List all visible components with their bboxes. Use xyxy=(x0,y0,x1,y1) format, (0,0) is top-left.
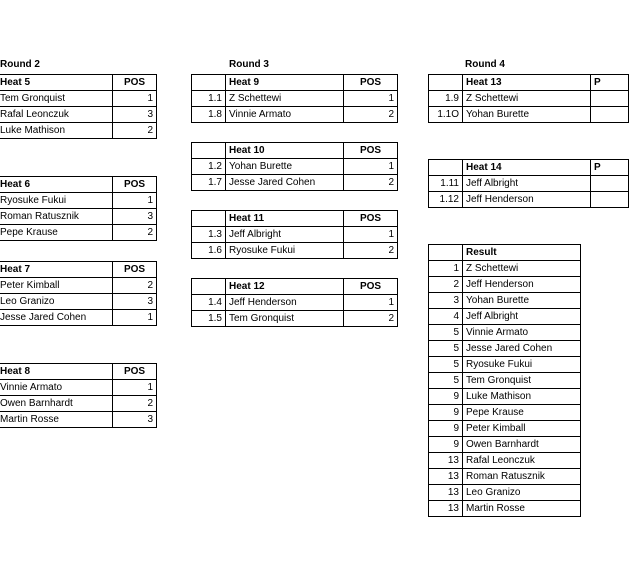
racer-name: Martin Rosse xyxy=(463,501,581,517)
result-table xyxy=(428,244,581,517)
table-row xyxy=(429,341,581,357)
racer-name: Jesse Jared Cohen xyxy=(226,175,344,191)
place: 9 xyxy=(429,405,463,421)
seed: 1.1 xyxy=(192,91,226,107)
heat-14-clip xyxy=(428,159,600,219)
racer-name: Jeff Albright xyxy=(463,176,591,192)
pos-header: POS xyxy=(344,75,398,91)
heat-title: Heat 6 xyxy=(0,177,113,193)
racer-name: Tem Gronquist xyxy=(226,311,344,327)
place: 4 xyxy=(429,309,463,325)
racer-pos: 3 xyxy=(113,107,157,123)
racer-name: Yohan Burette xyxy=(226,159,344,175)
racer-name: Ryosuke Fukui xyxy=(0,193,113,209)
racer-name: Ryosuke Fukui xyxy=(226,243,344,259)
heat-title: Heat 9 xyxy=(226,75,344,91)
pos-header: POS xyxy=(113,364,157,380)
racer-name: Luke Mathison xyxy=(0,123,113,139)
racer-name: Roman Ratusznik xyxy=(0,209,113,225)
racer-name: Peter Kimball xyxy=(463,421,581,437)
pos-header: POS xyxy=(344,143,398,159)
racer-name: Jeff Albright xyxy=(226,227,344,243)
heat-7-table xyxy=(0,261,157,326)
table-row xyxy=(0,380,157,396)
heat-11-table xyxy=(191,210,398,259)
table-row xyxy=(0,107,157,123)
table-row xyxy=(429,261,581,277)
place: 2 xyxy=(429,277,463,293)
table-row xyxy=(192,311,398,327)
heat-14-table xyxy=(428,159,629,208)
racer-name: Rafal Leonczuk xyxy=(0,107,113,123)
racer-name: Jesse Jared Cohen xyxy=(463,341,581,357)
place: 13 xyxy=(429,453,463,469)
place: 5 xyxy=(429,325,463,341)
racer-name: Vinnie Armato xyxy=(0,380,113,396)
round-2-title: Round 2 xyxy=(0,59,40,70)
racer-name: Tem Gronquist xyxy=(463,373,581,389)
table-row xyxy=(429,107,629,123)
heat-10-table xyxy=(191,142,398,191)
table-row xyxy=(0,294,157,310)
place: 5 xyxy=(429,341,463,357)
table-row xyxy=(429,389,581,405)
table-row xyxy=(429,437,581,453)
heat-9-table xyxy=(191,74,398,123)
racer-pos: 1 xyxy=(113,193,157,209)
racer-pos: 2 xyxy=(113,225,157,241)
racer-name: Owen Barnhardt xyxy=(0,396,113,412)
table-row xyxy=(192,227,398,243)
table-row xyxy=(192,243,398,259)
table-row xyxy=(0,310,157,326)
racer-pos: 1 xyxy=(344,91,398,107)
racer-name: Ryosuke Fukui xyxy=(463,357,581,373)
pos-header: POS xyxy=(113,177,157,193)
racer-name: Jeff Albright xyxy=(463,309,581,325)
table-row xyxy=(429,176,629,192)
racer-name: Jeff Henderson xyxy=(226,295,344,311)
table-row xyxy=(429,453,581,469)
place: 9 xyxy=(429,389,463,405)
racer-pos: 1 xyxy=(344,295,398,311)
table-row xyxy=(429,469,581,485)
table-row xyxy=(192,295,398,311)
table-row xyxy=(429,293,581,309)
table-row xyxy=(429,309,581,325)
racer-pos: 1 xyxy=(113,380,157,396)
table-row xyxy=(0,396,157,412)
racer-pos: 1 xyxy=(344,227,398,243)
heat-title: Heat 14 xyxy=(463,160,591,176)
racer-pos: 1 xyxy=(113,310,157,326)
place: 13 xyxy=(429,485,463,501)
racer-name: Martin Rosse xyxy=(0,412,113,428)
racer-name: Pepe Krause xyxy=(463,405,581,421)
heat-13-clip xyxy=(428,74,600,134)
racer-pos: 3 xyxy=(113,209,157,225)
racer-name: Z Schettewi xyxy=(463,261,581,277)
racer-name: Vinnie Armato xyxy=(226,107,344,123)
pos-header-clipped: P xyxy=(591,160,629,176)
place: 13 xyxy=(429,501,463,517)
seed: 1.4 xyxy=(192,295,226,311)
place: 13 xyxy=(429,469,463,485)
racer-pos: 2 xyxy=(344,175,398,191)
pos-header-clipped: P xyxy=(591,75,629,91)
seed: 1.1O xyxy=(429,107,463,123)
place: 1 xyxy=(429,261,463,277)
table-row xyxy=(192,107,398,123)
racer-name: Jeff Henderson xyxy=(463,277,581,293)
heat-6-table xyxy=(0,176,157,241)
pos-header: POS xyxy=(113,262,157,278)
racer-name: Jeff Henderson xyxy=(463,192,591,208)
place: 5 xyxy=(429,373,463,389)
table-row xyxy=(0,209,157,225)
racer-name: Pepe Krause xyxy=(0,225,113,241)
seed: 1.8 xyxy=(192,107,226,123)
table-row xyxy=(429,357,581,373)
racer-name: Rafal Leonczuk xyxy=(463,453,581,469)
racer-name: Vinnie Armato xyxy=(463,325,581,341)
table-row xyxy=(429,277,581,293)
racer-pos: 1 xyxy=(113,91,157,107)
racer-name: Leo Granizo xyxy=(463,485,581,501)
heat-title: Heat 7 xyxy=(0,262,113,278)
racer-name: Owen Barnhardt xyxy=(463,437,581,453)
racer-pos: 3 xyxy=(113,294,157,310)
round-4-title: Round 4 xyxy=(465,59,505,70)
table-row xyxy=(192,91,398,107)
racer-name: Peter Kimball xyxy=(0,278,113,294)
table-row xyxy=(0,193,157,209)
place: 9 xyxy=(429,437,463,453)
seed: 1.7 xyxy=(192,175,226,191)
table-row xyxy=(429,373,581,389)
racer-name: Roman Ratusznik xyxy=(463,469,581,485)
racer-pos: 2 xyxy=(113,278,157,294)
result-title: Result xyxy=(463,245,581,261)
pos-header: POS xyxy=(344,211,398,227)
seed: 1.5 xyxy=(192,311,226,327)
round-3-title: Round 3 xyxy=(229,59,269,70)
seed: 1.11 xyxy=(429,176,463,192)
table-row xyxy=(429,405,581,421)
seed: 1.9 xyxy=(429,91,463,107)
table-row xyxy=(0,225,157,241)
racer-name: Jesse Jared Cohen xyxy=(0,310,113,326)
heat-12-table xyxy=(191,278,398,327)
table-row xyxy=(429,421,581,437)
table-row xyxy=(429,501,581,517)
table-row xyxy=(429,325,581,341)
heat-13-table xyxy=(428,74,629,123)
pos-header: POS xyxy=(344,279,398,295)
racer-pos: 2 xyxy=(344,107,398,123)
table-row xyxy=(192,159,398,175)
racer-name: Z Schettewi xyxy=(226,91,344,107)
racer-name: Yohan Burette xyxy=(463,107,591,123)
heat-title: Heat 8 xyxy=(0,364,113,380)
heat-5-table xyxy=(0,74,157,139)
racer-pos: 2 xyxy=(344,243,398,259)
place: 5 xyxy=(429,357,463,373)
table-row xyxy=(429,485,581,501)
racer-name: Luke Mathison xyxy=(463,389,581,405)
table-row xyxy=(0,91,157,107)
table-row xyxy=(192,175,398,191)
racer-pos: 3 xyxy=(113,412,157,428)
racer-name: Leo Granizo xyxy=(0,294,113,310)
table-row xyxy=(0,412,157,428)
seed: 1.6 xyxy=(192,243,226,259)
table-row xyxy=(0,123,157,139)
racer-pos: 1 xyxy=(344,159,398,175)
racer-name: Tem Gronquist xyxy=(0,91,113,107)
heat-title: Heat 12 xyxy=(226,279,344,295)
seed: 1.2 xyxy=(192,159,226,175)
racer-pos: 2 xyxy=(344,311,398,327)
racer-pos: 2 xyxy=(113,396,157,412)
table-row xyxy=(429,192,629,208)
heat-title: Heat 10 xyxy=(226,143,344,159)
place: 9 xyxy=(429,421,463,437)
place: 3 xyxy=(429,293,463,309)
heat-title: Heat 11 xyxy=(226,211,344,227)
table-row xyxy=(0,278,157,294)
seed: 1.12 xyxy=(429,192,463,208)
heat-8-table xyxy=(0,363,157,428)
heat-title: Heat 13 xyxy=(463,75,591,91)
racer-name: Z Schettewi xyxy=(463,91,591,107)
pos-header: POS xyxy=(113,75,157,91)
racer-pos: 2 xyxy=(113,123,157,139)
seed: 1.3 xyxy=(192,227,226,243)
heat-title: Heat 5 xyxy=(0,75,113,91)
table-row xyxy=(429,91,629,107)
racer-name: Yohan Burette xyxy=(463,293,581,309)
